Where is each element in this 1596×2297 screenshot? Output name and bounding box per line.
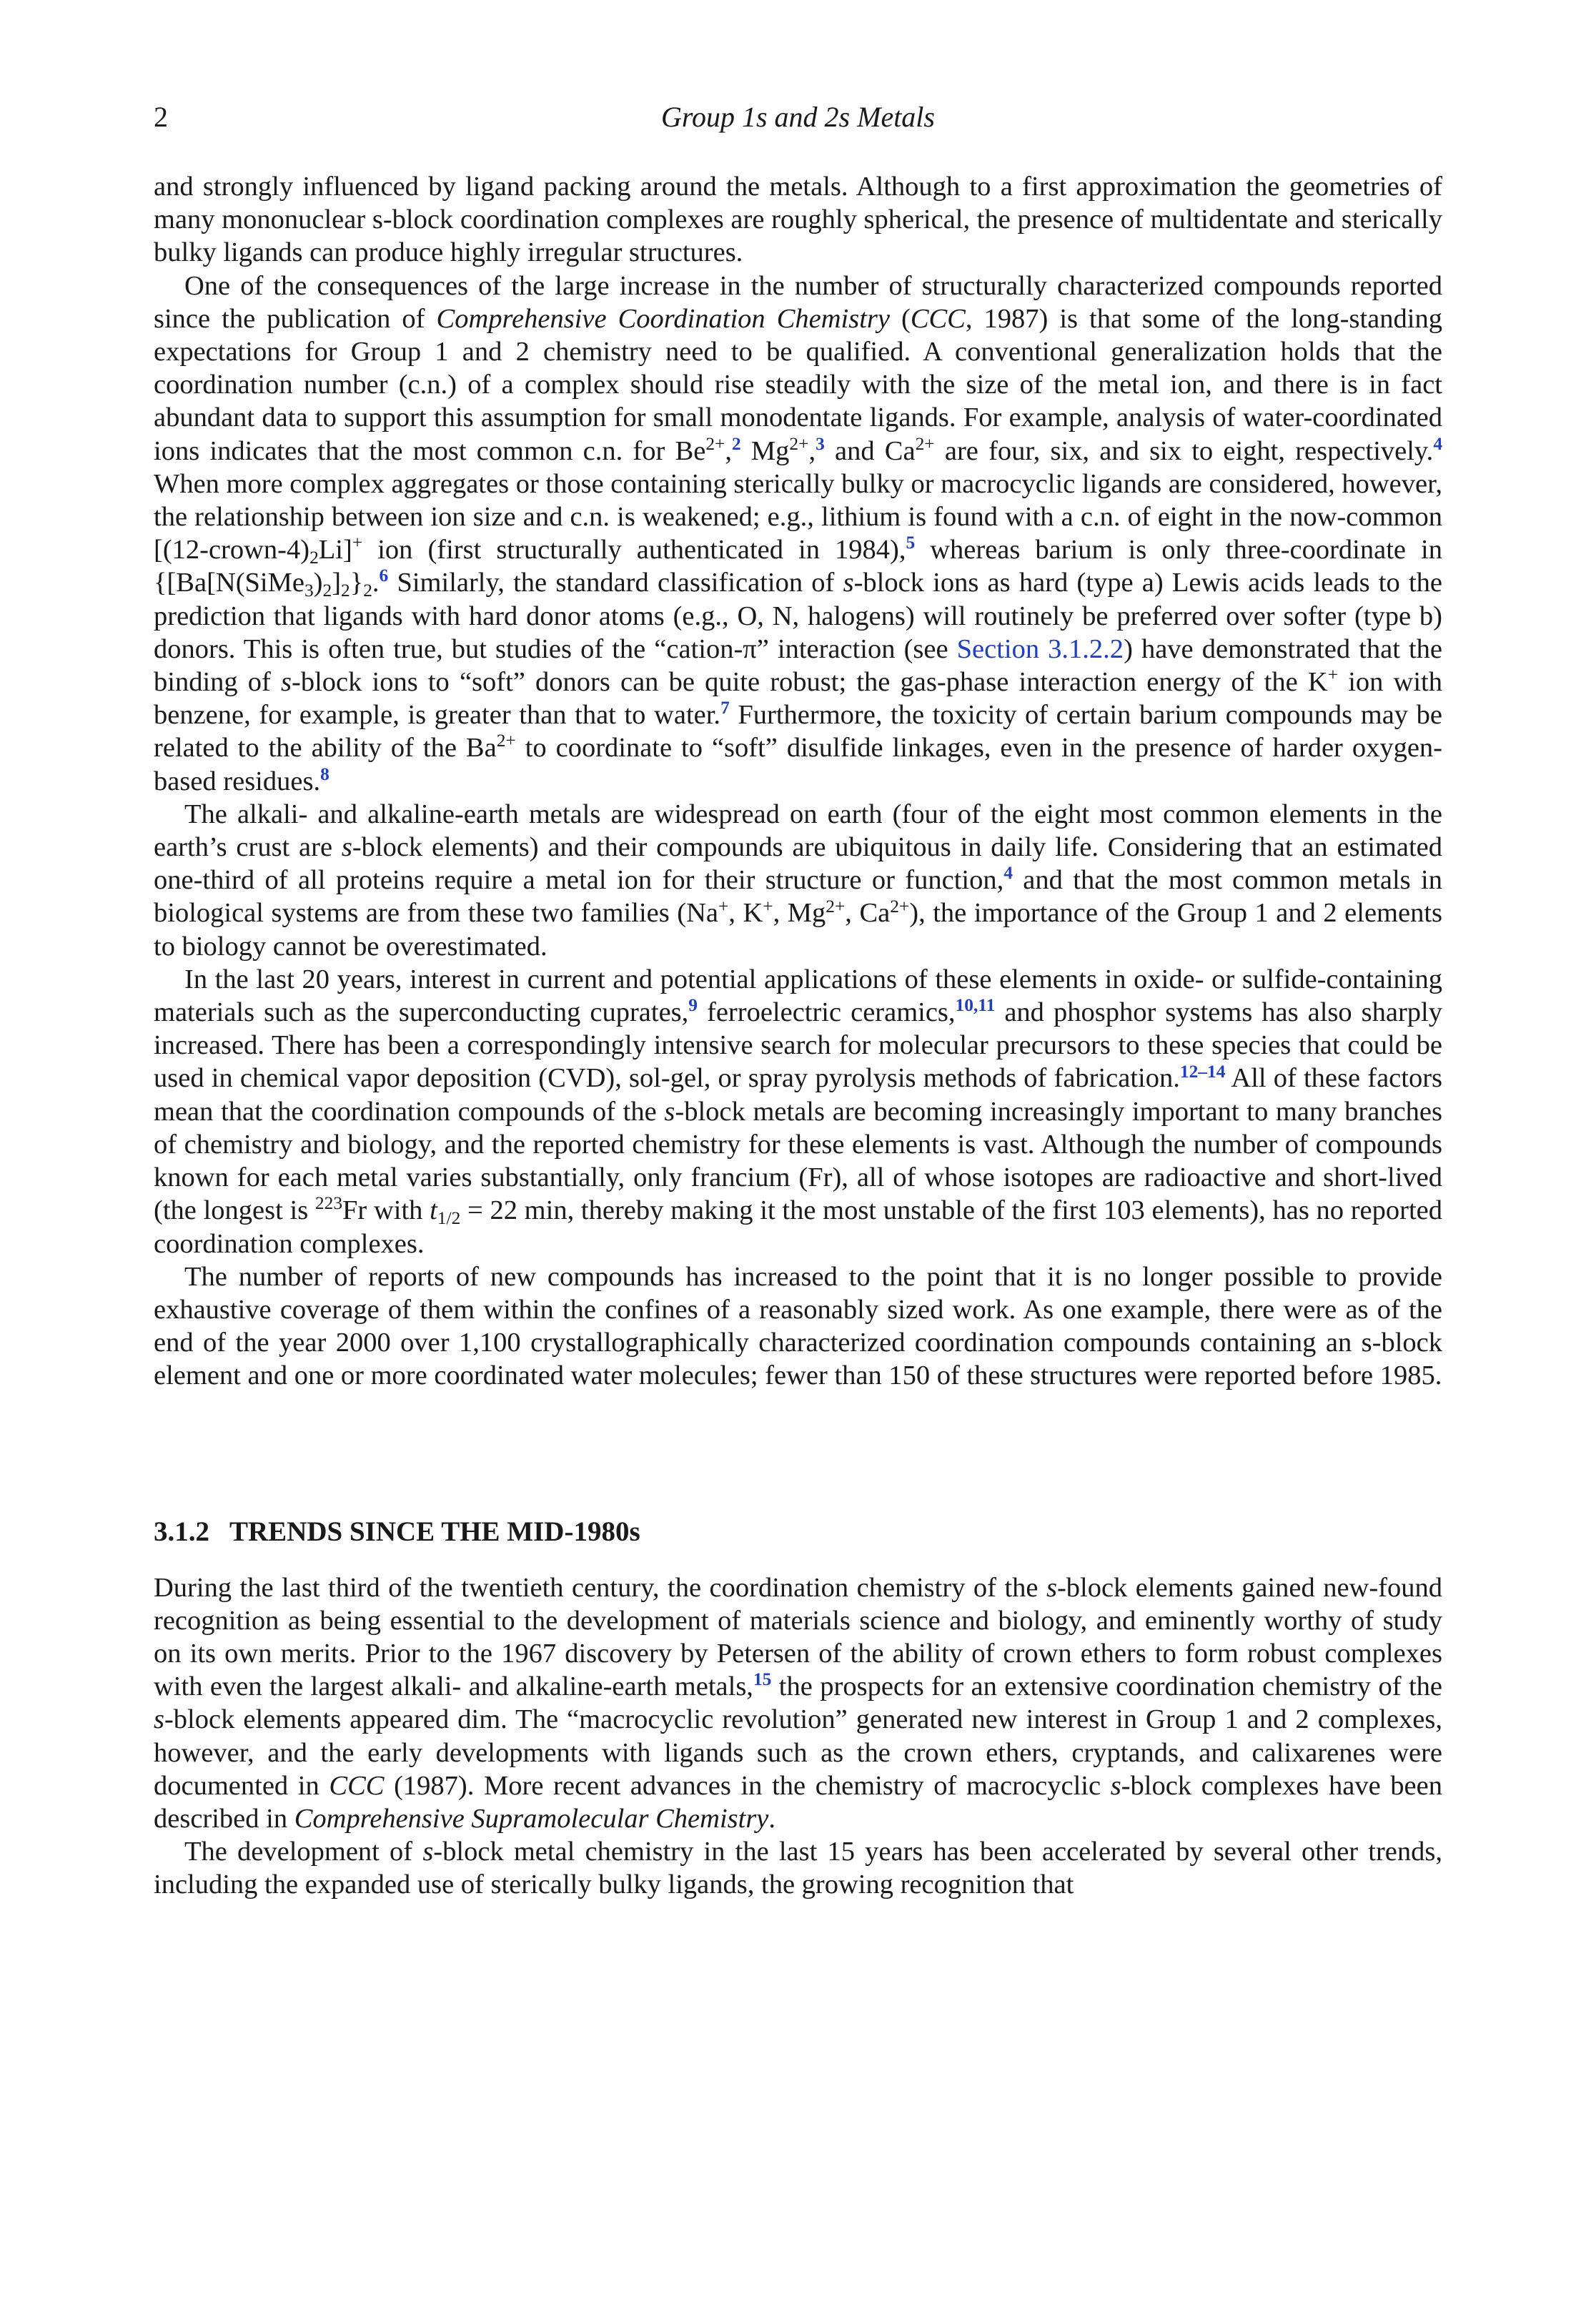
superscript: 2+ (915, 433, 935, 454)
book-abbreviation: CCC (910, 303, 966, 334)
reference-link[interactable]: 15 (753, 1669, 772, 1690)
subscript: 2 (322, 580, 332, 601)
paragraph-text: are four, six, and six to eight, respectively. (934, 435, 1434, 466)
superscript: 223 (314, 1193, 343, 1214)
section-heading (154, 1516, 1442, 1548)
paragraph-text: -block elements appeared dim. The “macrocyclic revolution” generated new interest in Group 1 and 2 complexes, however, and the early developments with ligands such as the crown ethers, cryptands, and calixarenes were documented in (154, 1704, 1442, 1801)
paragraph-text: -block metals are becoming increasingly important to many branches of chemistry and biology, and the reported chemistry for these elements is vast. Although the number of compounds known for each metal varies substantially, only francium (Fr), all of whose isotopes are radioactive and short-lived (the longest is (154, 1096, 1442, 1226)
paragraph-text: Mg (740, 435, 790, 466)
section-number: 3.1.2 (154, 1516, 209, 1547)
paragraph-text: The alkali- and alkaline-earth metals are widespread on earth (four of the eight most common elements in the earth’s crust are (154, 799, 1442, 863)
paragraph-text: When more complex aggregates or those containing sterically bulky or macrocyclic ligands are considered, however, the relationship between ion size and c.n. is weakened; e.g., lithium is found with a c.n. of eight in the now-common [(12-crown-4) (154, 468, 1443, 565)
reference-link[interactable]: 2 (732, 433, 741, 454)
paragraph-text: ferroelectric ceramics, (697, 997, 956, 1028)
paragraph-text: and strongly influenced by ligand packing around the metals. Although to a first approximation the geometries of many mononuclear s-block coordination complexes are roughly spherical, the presence of multidentate and sterically bulky ligands can produce highly irregular structures. (154, 172, 1442, 268)
paragraph-text: -block complexes have been described in (154, 1770, 1442, 1834)
paragraph-text: One of the consequences of the large increase in the number of structurally characterized compounds reported since the publication of (154, 270, 1442, 334)
subscript: 2 (309, 547, 319, 568)
italic-s: s (1110, 1770, 1121, 1801)
italic-t: t (430, 1195, 437, 1226)
reference-link[interactable]: 4 (1433, 433, 1443, 454)
paragraph-text: -block metal chemistry in the last 15 years has been accelerated by several other trends, including the expanded use of sterically bulky ligands, the growing recognition that (154, 1837, 1443, 1900)
paragraph-5 (154, 1260, 1442, 1393)
paragraph-text: Similarly, the standard classification of (388, 568, 843, 598)
paragraph-2: One of the consequences of the large increase in the number of structurally characterized compounds reported since the publication of Comprehensive Coordination Chemistry (CCC, 1987) is that some of the long-standing expectations for Group 1 and 2 chemistry need to be qualified. A conventional generalization holds that the coordination number (c.n.) of a complex should rise steadily with the size of the metal ion, and there is in fact abundant data to support this assumption for small monodentate ligands. For example, analysis of water-coordinated ions indicates that the most common c.n. for $Be^{2+},^2$ $Mg^{2+},^3$ and $Ca^{2+}$ are four, six, and six to eight, respectively.$^4$ When more complex aggregates or those containing sterically bulky or macrocyclic ligands are considered, however, the relationship between ion size and c.n. is weakened; e.g., lithium is found with a c.n. of eight in the now-common $[(12-crown-4)_2Li]^+$ ion (first structurally authenticated in 1984),$^5$ whereas barium is only three-coordinate in {$[Ba[N(SiMe_3)_2]_2\}_2.^6$ Similarly, the standard classification of s-block ions as hard (type a) Lewis acids leads to the prediction that ligands with hard donor atoms (e.g., O, N, halogens) will routinely be preferred over softer (type b) donors. This is often true, but studies of the “cation-π” interaction (see Section 3.1.2.2) have demonstrated that the binding of s-block ions to “soft” donors can be quite robust; the gas-phase interaction energy of the K+ ion with benzene, for example, is greater than that to water.$^7$ Furthermore, the toxicity of certain barium compounds may be related to the ability of the $Ba^{2+}$ to coordinate to “soft” disulfide linkages, even in the presence of harder oxygen-based residues.$^8$ (154, 270, 1443, 796)
page-body (154, 170, 1442, 1902)
paragraph-3 (154, 798, 1442, 963)
paragraph-text: ion (first structurally authenticated in 1984), (362, 535, 906, 565)
reference-link[interactable]: 12–14 (1179, 1061, 1226, 1082)
paragraph-text: , Ca (845, 898, 891, 929)
paragraph-text: -block ions as hard (type a) Lewis acids leads to the prediction that ligands with hard donor atoms (e.g., O, N, halogens) will routinely be preferred over softer (type b) donors. This is often true, but studies of the “cation-π” interaction (see (154, 568, 1442, 664)
italic-s: s (281, 667, 292, 698)
reference-link[interactable]: 3 (816, 433, 825, 454)
paragraph-text: the prospects for an extensive coordination chemistry of the (771, 1671, 1442, 1702)
book-abbreviation: CCC (329, 1770, 385, 1801)
reference-link[interactable]: 4 (1003, 863, 1013, 884)
paragraph-text: -block elements) and their compounds are ubiquitous in daily life. Considering that an estimated one-third of all proteins require a metal ion for their structure or function, (154, 832, 1442, 896)
section-cross-reference-link[interactable]: Section 3.1.2.2 (956, 633, 1124, 664)
reference-link[interactable]: 7 (720, 698, 730, 718)
reference-link[interactable]: 6 (379, 565, 389, 586)
punctuation: } (350, 568, 364, 598)
paragraph-text: In the last 20 years, interest in current and potential applications of these elements in oxide- or sulfide-containing materials such as the superconducting cuprates, (154, 964, 1442, 1028)
paragraph-6 (154, 1571, 1442, 1836)
paragraph-text: ion with benzene, for example, is greater than that to water. (154, 667, 1442, 731)
paragraph-text: (1987). More recent advances in the chemistry of macrocyclic (384, 1770, 1111, 1801)
paragraph-text: whereas barium is only three-coordinate in {[Ba[N(SiMe (154, 535, 1442, 598)
paragraph-text: and phosphor systems has also sharply increased. There has been a correspondingly intensive search for molecular precursors to these species that could be used in chemical vapor deposition (CVD), sol-gel, or spray pyrolysis methods of fabrication. (154, 997, 1442, 1094)
paragraph-text: -block elements gained new-found recognition as being essential to the development of materials science and biology, and eminently worthy of study on its own merits. Prior to the 1967 discovery by Petersen of the ability of crown ethers to form robust complexes with even the largest alkali- and alkaline-earth metals, (154, 1572, 1442, 1702)
paragraph-text: All of these factors mean that the coordination compounds of the (154, 1063, 1442, 1127)
superscript: 2+ (496, 731, 516, 751)
subscript: 3 (304, 580, 314, 601)
paragraph-7 (154, 1835, 1442, 1901)
superscript: 2+ (890, 896, 910, 917)
paragraph-text: Li] (318, 535, 352, 565)
superscript: 2+ (705, 433, 725, 454)
paragraph-1 (154, 170, 1442, 270)
superscript: + (763, 896, 773, 917)
paragraph-text: , K (728, 898, 763, 929)
italic-s: s (422, 1837, 434, 1867)
subscript: 2 (341, 580, 350, 601)
superscript: + (352, 533, 363, 553)
superscript: + (718, 896, 729, 917)
reference-link[interactable]: 5 (906, 533, 916, 553)
superscript: 2+ (789, 433, 809, 454)
punctuation: ) (313, 568, 323, 598)
book-title: Comprehensive Coordination Chemistry (436, 303, 890, 334)
punctuation: . (372, 568, 380, 598)
italic-s: s (341, 832, 352, 863)
italic-s: s (154, 1704, 164, 1735)
punctuation: , (808, 435, 816, 466)
paragraph-text: The number of reports of new compounds has increased to the point that it is no longer possible to provide exhaustive coverage of them within the confines of a reasonably sized work. As one example, there were as of the end of the year 2000 over 1,100 crystallographically characterized coordination compounds containing an s-block element and one or more coordinated water molecules; fewer than 150 of these structures were reported before 1985. (154, 1261, 1442, 1391)
paragraph-text: During the last third of the twentieth century, the coordination chemistry of the (154, 1572, 1046, 1603)
paragraph-text: ), the importance of the Group 1 and 2 elements to biology cannot be overestimated. (154, 898, 1443, 962)
subscript: 2 (363, 580, 372, 601)
reference-link[interactable]: 10,11 (955, 995, 996, 1016)
italic-s: s (843, 568, 854, 598)
paragraph-text: ) have demonstrated that the binding of (154, 633, 1443, 698)
paragraph-text: and that the most common metals in biological systems are from these two families (Na (154, 865, 1442, 929)
italic-s: s (664, 1096, 675, 1127)
paragraph-text: to coordinate to “soft” disulfide linkages, even in the presence of harder oxygen-based residues. (154, 733, 1442, 796)
paragraph-text: and Ca (824, 435, 916, 466)
book-title: Comprehensive Supramolecular Chemistry (294, 1803, 769, 1834)
paragraph-text: , Mg (773, 898, 826, 929)
paragraph-text: -block ions to “soft” donors can be quite robust; the gas-phase interaction energy of the K (292, 667, 1328, 698)
italic-s: s (1046, 1572, 1057, 1603)
superscript: + (1327, 665, 1339, 686)
paragraph-text: Furthermore, the toxicity of certain barium compounds may be related to the ability of the Ba (154, 700, 1443, 764)
punctuation: ] (332, 568, 342, 598)
paragraph-text: = 22 min, thereby making it the most unstable of the first 103 elements), has no reported coordination complexes. (154, 1195, 1442, 1259)
subscript: 1/2 (437, 1207, 461, 1228)
paragraph-4 (154, 963, 1442, 1260)
paragraph-text: , 1987) is that some of the long-standing expectations for Group 1 and 2 chemistry need to be qualified. A conventional generalization holds that the coordination number (c.n.) of a complex should rise steadily with the size of the metal ion, and there is in fact abundant data to support this assumption for small monodentate ligands. For example, analysis of water-coordinated ions indicates that the most common c.n. for Be (154, 303, 1442, 466)
paragraph-text: The development of (184, 1837, 423, 1867)
page-number: 2 (154, 101, 168, 133)
punctuation: , (725, 435, 733, 466)
running-header: Group 1s and 2s Metals (661, 101, 935, 133)
punctuation: . (768, 1803, 776, 1834)
superscript: 2+ (826, 896, 846, 917)
reference-link[interactable]: 8 (320, 764, 329, 784)
section-title: TRENDS SINCE THE MID-1980s (229, 1516, 640, 1547)
paragraph-text: Fr with (342, 1195, 430, 1226)
reference-link[interactable]: 9 (688, 995, 698, 1016)
